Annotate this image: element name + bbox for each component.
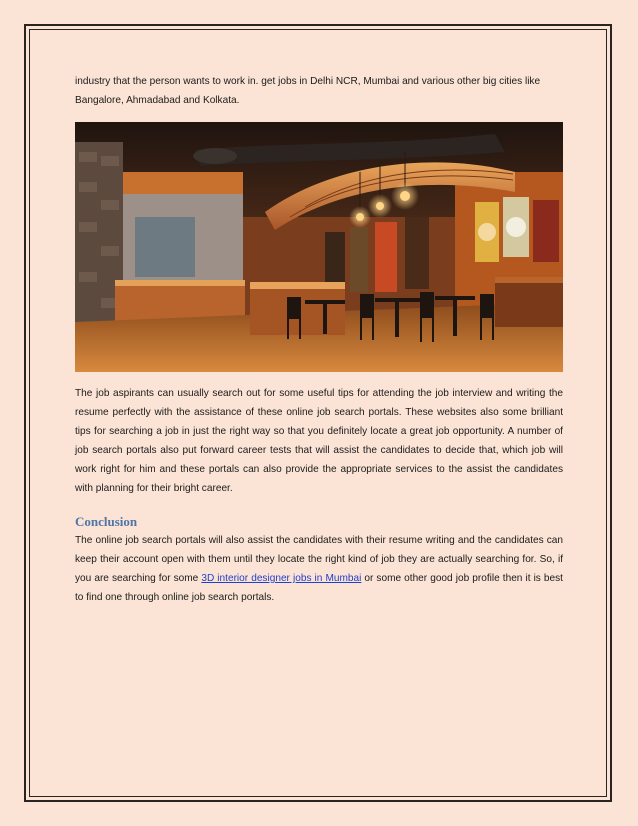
- tips-paragraph: The job aspirants can usually search out for some useful tips for attending the job interview and writing the resume perfectly with the assistance of these online job search portals. These websites also some brilliant tips for searching a job in just the right way so that you definitely locate a great job opportunity. A number of job search portals also put forward career tests that will assist the candidates to decide that, which job will work right for him and these portals can also provide the appropriate services to the assist the candidates with planning for their bright career.: [75, 388, 563, 494]
- document-body: [75, 72, 563, 607]
- restaurant-interior-image: [75, 122, 563, 372]
- conclusion-paragraph: [75, 531, 563, 607]
- conclusion-text-after-link: or some other good job profile then it is best to find one through online job search portals.: [75, 573, 563, 603]
- intro-paragraph: industry that the person wants to work in. get jobs in Delhi NCR, Mumbai and various other big cities like Bangalore, Ahmadabad and Kolkata.: [75, 76, 541, 106]
- conclusion-heading: Conclusion: [75, 514, 138, 529]
- interior-designer-jobs-link[interactable]: 3D interior designer jobs in Mumbai: [201, 573, 362, 584]
- conclusion-text-before-link: The online job search portals will also assist the candidates with their resume writing and the candidates can keep their account open with them until they locate the right kind of job they are actually searching for. So, if you are searching for some: [75, 535, 563, 584]
